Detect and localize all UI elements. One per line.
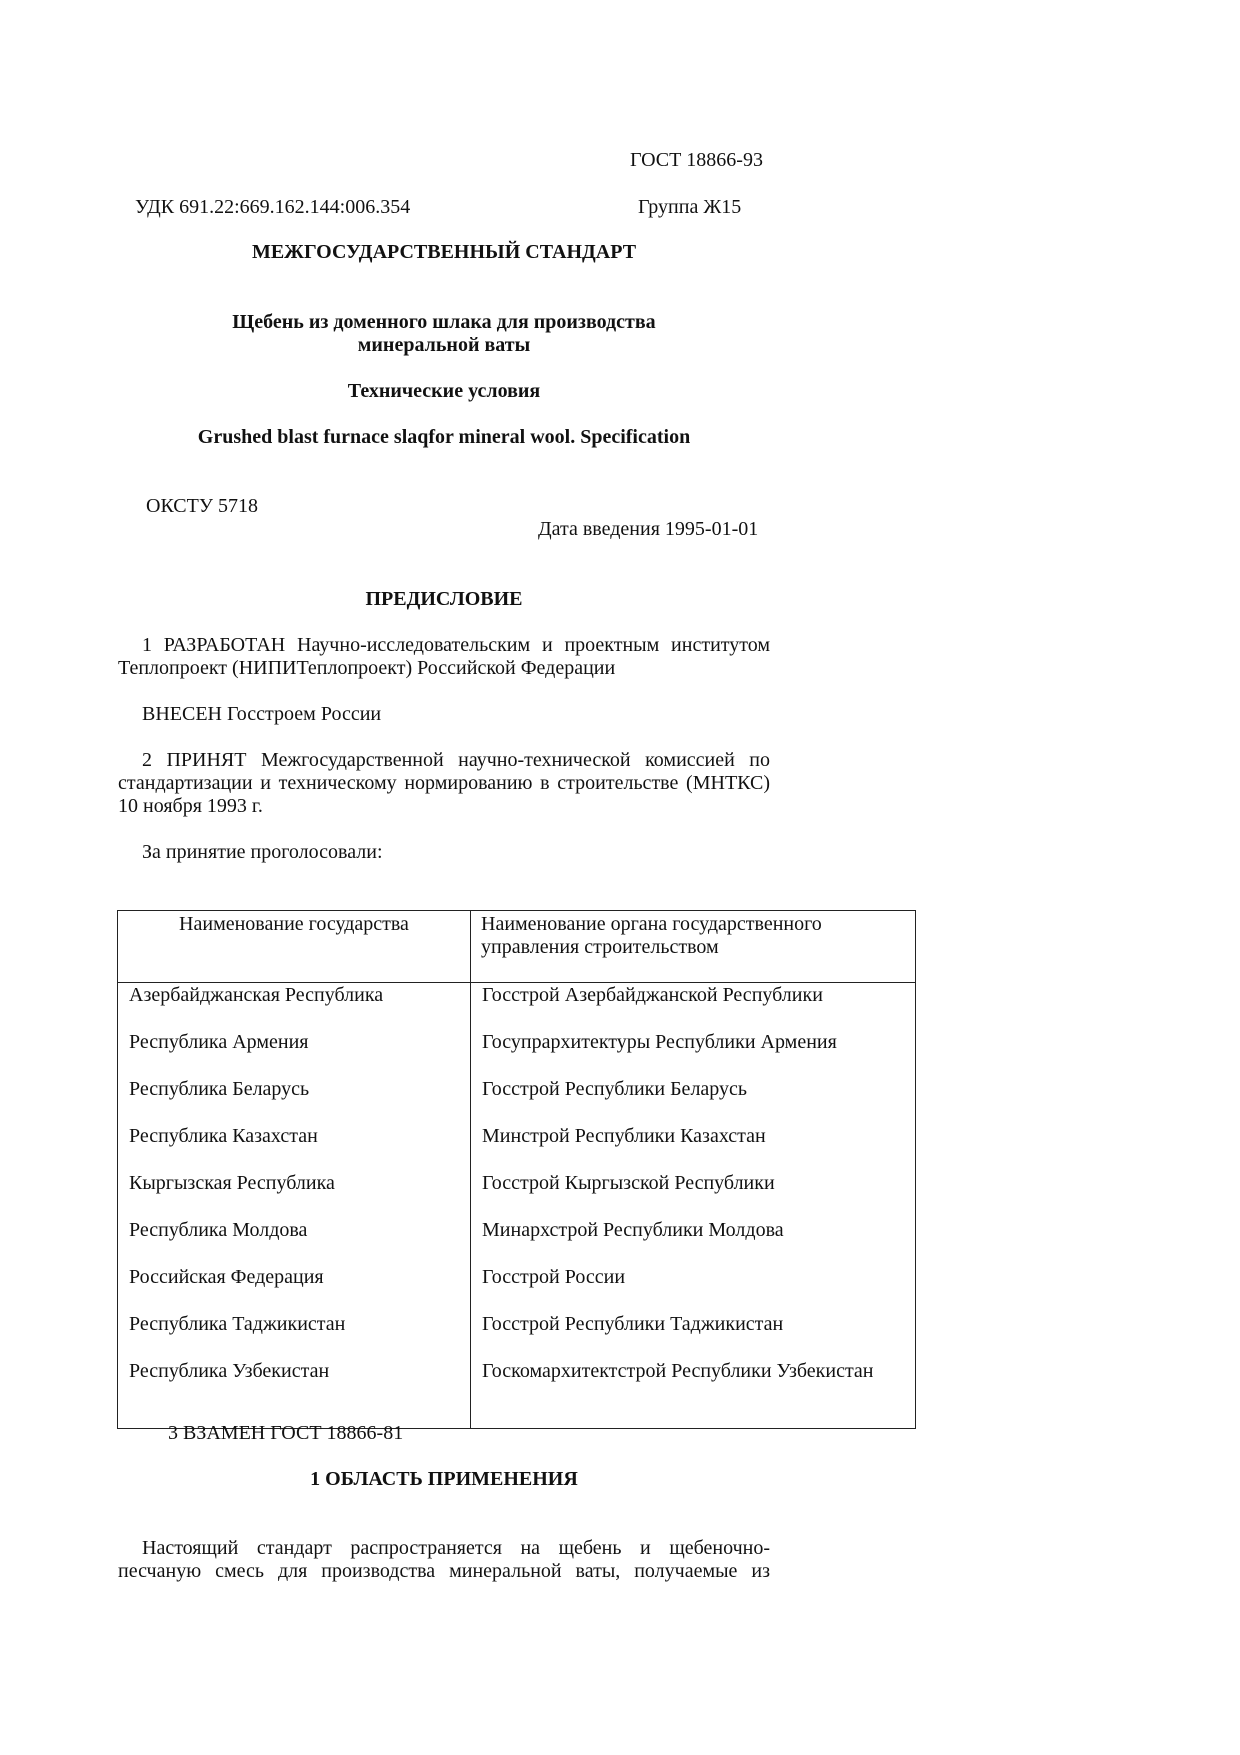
udk-code: УДК 691.22:669.162.144:006.354 bbox=[135, 196, 411, 218]
subtitle: Технические условия bbox=[347, 380, 541, 402]
foreword-paragraph-submitted: ВНЕСЕН Госстроем России bbox=[142, 703, 382, 725]
table-cell-body: Госкомархитектстрой Республики Узбекистан bbox=[482, 1360, 874, 1382]
table-cell-state: Российская Федерация bbox=[129, 1266, 324, 1288]
section-1-heading: 1 ОБЛАСТЬ ПРИМЕНЕНИЯ bbox=[310, 1468, 578, 1490]
table-header-body: Наименование органа государственного управления строительством bbox=[471, 911, 916, 983]
table-cell-state: Республика Беларусь bbox=[129, 1078, 310, 1100]
table-cell-state: Азербайджанская Республика bbox=[129, 984, 384, 1006]
foreword-paragraph-voted: За принятие проголосовали: bbox=[142, 841, 383, 863]
table-cell-body: Госстрой Кыргызской Республики bbox=[482, 1172, 775, 1194]
introduction-date: Дата введения 1995-01-01 bbox=[538, 518, 759, 540]
table-cell-state: Кыргызская Республика bbox=[129, 1172, 335, 1194]
foreword-paragraph-adopted: 2 ПРИНЯТ Межгосударственной научно-технической комиссией по стандартизации и техническому нормированию в строительстве (МНТКС) 10 ноября 1993 г. bbox=[118, 749, 770, 817]
table-cell-body: Госстрой Азербайджанской Республики bbox=[482, 984, 823, 1006]
voting-states-table bbox=[117, 910, 916, 1429]
okstu-code: ОКСТУ 5718 bbox=[146, 495, 259, 517]
gost-number: ГОСТ 18866-93 bbox=[630, 149, 763, 171]
table-header-row bbox=[118, 911, 916, 983]
english-title: Grushed blast furnace slaqfor mineral wool. Specification bbox=[197, 426, 691, 448]
table-cell-body: Госстрой Республики Беларусь bbox=[482, 1078, 748, 1100]
table-cell-state: Республика Молдова bbox=[129, 1219, 308, 1241]
table-header-state: Наименование государства bbox=[118, 911, 471, 983]
table-cell-state: Республика Армения bbox=[129, 1031, 309, 1053]
replacement-note: 3 ВЗАМЕН ГОСТ 18866-81 bbox=[168, 1422, 404, 1444]
table-column-bodies bbox=[471, 983, 916, 1429]
title-line-2: минеральной ваты bbox=[357, 334, 531, 356]
table-cell-body: Минстрой Республики Казахстан bbox=[482, 1125, 766, 1147]
table-cell-body: Минархстрой Республики Молдова bbox=[482, 1219, 784, 1241]
section-1-paragraph-line-2: песчаную смесь для производства минеральной ваты, получаемые из bbox=[118, 1560, 770, 1582]
foreword-heading: ПРЕДИСЛОВИЕ bbox=[365, 588, 523, 610]
table-cell-body: Госупрархитектуры Республики Армения bbox=[482, 1031, 837, 1053]
table-body-row bbox=[118, 983, 916, 1429]
table-cell-body: Госстрой Республики Таджикистан bbox=[482, 1313, 784, 1335]
standard-type-heading: МЕЖГОСУДАРСТВЕННЫЙ СТАНДАРТ bbox=[251, 241, 637, 263]
table-cell-body: Госстрой России bbox=[482, 1266, 626, 1288]
title-line-1: Щебень из доменного шлака для производства bbox=[232, 311, 656, 333]
foreword-paragraph-developed: 1 РАЗРАБОТАН Научно-исследовательским и проектным институтом Теплопроект (НИПИТеплопроект) Российской Федерации bbox=[118, 634, 770, 679]
table-column-states bbox=[118, 983, 471, 1429]
table-cell-state: Республика Казахстан bbox=[129, 1125, 318, 1147]
section-1-paragraph-line-1: Настоящий стандарт распространяется на щебень и щебеночно- bbox=[142, 1537, 770, 1559]
group-code: Группа Ж15 bbox=[638, 196, 742, 218]
table-cell-state: Республика Таджикистан bbox=[129, 1313, 346, 1335]
table-cell-state: Республика Узбекистан bbox=[129, 1360, 330, 1382]
